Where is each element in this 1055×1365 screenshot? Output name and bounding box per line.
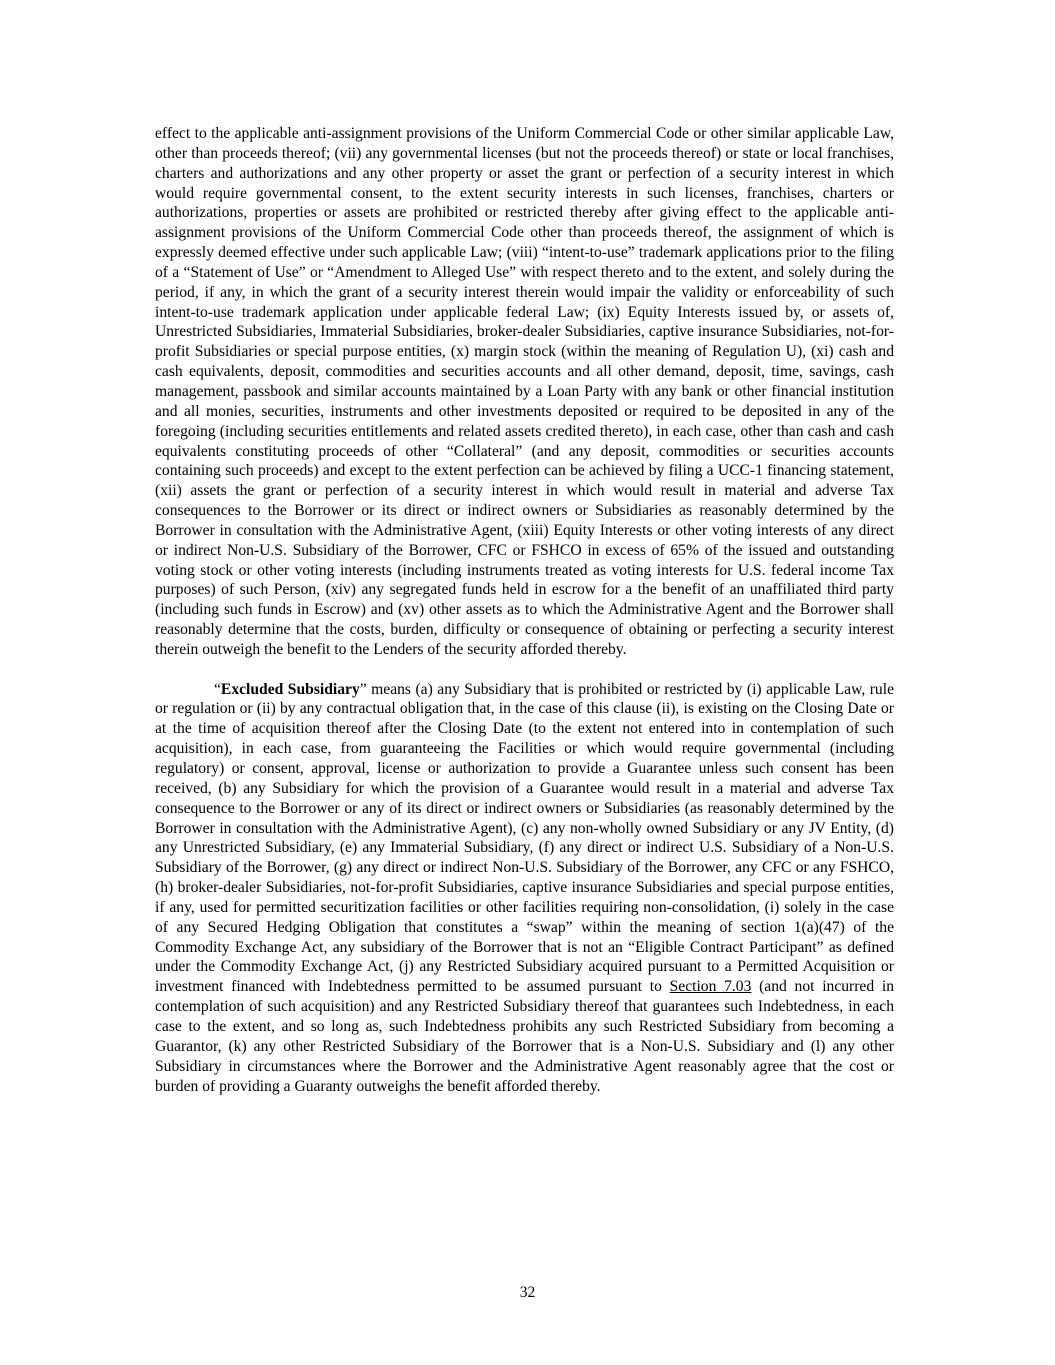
excluded-subsidiary-definition-paragraph [155,680,894,1097]
section-cross-reference: Section 7.03 [669,978,752,996]
defined-term-excluded-subsidiary: Excluded Subsidiary [220,680,360,698]
excluded-assets-continuation-paragraph: effect to the applicable anti-assignment provisions of the Uniform Commercial Code or other similar applicable Law, other than proceeds thereof; (vii) any governmental licenses (but not the proceeds thereof) or state or local franchises, charters and authorizations and any other property or asset the grant or perfection of a security interest in which would require governmental consent, to the extent security interests in such licenses, franchises, charters or authorizations, properties or assets are prohibited or restricted thereby after giving effect to the applicable anti-assignment provisions of the Uniform Commercial Code other than proceeds thereof, the assignment of which is expressly deemed effective under such applicable Law; (viii) “intent-to-use” trademark applications prior to the filing of a “Statement of Use” or “Amendment to Alleged Use” with respect thereto and to the extent, and solely during the period, if any, in which the grant of a security interest therein would impair the validity or enforceability of such intent-to-use trademark application under applicable federal Law; (ix) Equity Interests issued by, or assets of, Unrestricted Subsidiaries, Immaterial Subsidiaries, broker-dealer Subsidiaries, captive insurance Subsidiaries, not-for-profit Subsidiaries or special purpose entities, (x) margin stock (within the meaning of Regulation U), (xi) cash and cash equivalents, deposit, commodities and securities accounts and all other demand, deposit, time, savings, cash management, passbook and similar accounts maintained by a Loan Party with any bank or other financial institution and all monies, securities, instruments and other investments deposited or required to be deposited in any of the foregoing (including securities entitlements and related assets credited thereto), in each case, other than cash and cash equivalents constituting proceeds of other “Collateral” (and any deposit, commodities or securities accounts containing such proceeds) and except to the extent perfection can be achieved by filing a UCC-1 financing statement, (xii) assets the grant or perfection of a security interest in which would result in material and adverse Tax consequences to the Borrower or its direct or indirect owners or Subsidiaries as reasonably determined by the Borrower in consultation with the Administrative Agent, (xiii) Equity Interests or other voting interests of any direct or indirect Non-U.S. Subsidiary of the Borrower, CFC or FSHCO in excess of 65% of the issued and outstanding voting stock or other voting interests (including instruments treated as voting interests for U.S. federal income Tax purposes) of such Person, (xiv) any segregated funds held in escrow for a the benefit of an unaffiliated third party (including such funds in Escrow) and (xv) other assets as to which the Administrative Agent and the Borrower shall reasonably determine that the costs, burden, difficulty or consequence of obtaining or perfecting a security interest therein outweigh the benefit to the Lenders of the security afforded thereby. [155,125,894,658]
page-number: 32 [519,1284,536,1301]
definition-text-part-2: (and not incurred in contemplation of such acquisition) and any Restricted Subsidiary thereof that guarantees such Indebtedness, in each case to the extent, and so long as, such Indebtedness prohibits any such Restricted Subsidiary from becoming a Guarantor, (k) any other Restricted Subsidiary of the Borrower that is a Non-U.S. Subsidiary and (l) any other Subsidiary in circumstances where the Borrower and the Administrative Agent reasonably agree that the cost or burden of providing a Guaranty outweighs the benefit afforded thereby. [155,978,894,1095]
definition-text-part-1: ” means (a) any Subsidiary that is prohibited or restricted by (i) applicable Law, rule or regulation or (ii) by any contractual obligation that, in the case of this clause (ii), is existing on the Closing Date or at the time of acquisition thereof after the Closing Date (to the extent not entered into in contemplation of such acquisition), in each case, from guaranteeing the Facilities or which would require governmental (including regulatory) or consent, approval, license or authorization to provide a Guarantee unless such consent has been received, (b) any Subsidiary for which the provision of a Guarantee would result in a material and adverse Tax consequence to the Borrower or any of its direct or indirect owners or Subsidiaries (as reasonably determined by the Borrower in consultation with the Administrative Agent), (c) any non-wholly owned Subsidiary or any JV Entity, (d) any Unrestricted Subsidiary, (e) any Immaterial Subsidiary, (f) any direct or indirect U.S. Subsidiary of a Non-U.S. Subsidiary of the Borrower, (g) any direct or indirect Non-U.S. Subsidiary of the Borrower, any CFC or any FSHCO, (h) broker-dealer Subsidiaries, not-for-profit Subsidiaries, captive insurance Subsidiaries and special purpose entities, if any, used for permitted securitization facilities or other facilities requiring non-consolidation, (i) solely in the case of any Secured Hedging Obligation that constitutes a “swap” within the meaning of section 1(a)(47) of the Commodity Exchange Act, any subsidiary of the Borrower that is not an “Eligible Contract Participant” as defined under the Commodity Exchange Act, (j) any Restricted Subsidiary acquired pursuant to a Permitted Acquisition or investment financed with Indebtedness permitted to be assumed pursuant to [155,680,894,996]
document-body [155,124,894,1096]
open-quote: “ [214,680,221,698]
